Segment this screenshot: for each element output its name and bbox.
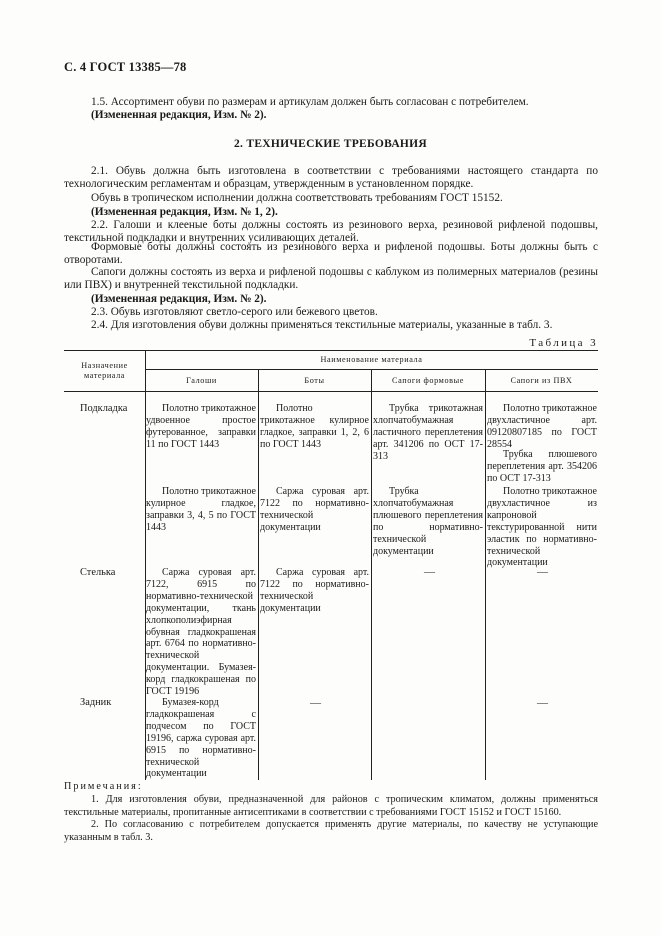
- cell-lining2-boty: Саржа суровая арт. 7122 по нормативно-технической документации: [260, 486, 369, 533]
- cell-heel-sapogi-pvh: —: [537, 697, 548, 709]
- clause-2-1: 2.1. Обувь должна быть изготовлена в соответствии с требованиями настоящего стандарта по технологическим регламентам и образцам, утвержденным в установленном порядке.: [64, 165, 598, 191]
- cell-insole-galoshi: Саржа суровая арт. 7122, 6915 по нормативно-технической документации, ткань хлопкополиэфирная обувная гладкокрашеная арт. 6764 по нормативно-технической документации. Бумазея-корд гладкокрашеная по ГОСТ 19196: [146, 567, 256, 698]
- cell-lining-boty: Полотно трикотажное кулирное гладкое, заправки 1, 2, 6 по ГОСТ 1443: [260, 403, 369, 450]
- header-boty: Боты: [304, 376, 325, 385]
- header-sapogi-pvh: Сапоги из ПВХ: [510, 376, 573, 385]
- clause-2-2: 2.2. Галоши и клееные боты должны состоять из резинового верха, резиновой рифленой подошвы, текстильной подкладки и внутренних усиливающих деталей.: [64, 219, 598, 245]
- cell-insole-boty: Саржа суровая арт. 7122 по нормативно-технической документации: [260, 567, 369, 614]
- header-purpose: Назначение материала: [81, 361, 128, 380]
- cell-heel-galoshi: Бумазея-корд гладкокрашеная с подчесом по ГОСТ 19196, саржа суровая арт. 6915 по нормативно-технической документации: [146, 697, 256, 780]
- row-label-zadnik: Задник: [80, 697, 112, 708]
- clause-1-5: 1.5. Ассортимент обуви по размерам и артикулам должен быть согласован с потребителем.: [91, 96, 529, 108]
- clause-2-2-change-note: (Измененная редакция, Изм. № 2).: [91, 293, 267, 305]
- cell-lining-galoshi: Полотно трикотажное удвоенное простое футерованное, заправки 11 по ГОСТ 1443: [146, 403, 256, 450]
- clause-1-5-change-note: (Измененная редакция, Изм. № 2).: [91, 109, 267, 121]
- clause-2-1-change-note: (Измененная редакция, Изм. № 1, 2).: [91, 206, 278, 218]
- row-label-podkladka: Подкладка: [80, 403, 128, 414]
- header-material-name: Наименование материала: [320, 355, 423, 364]
- clause-2-2-molded-boots: Формовые боты должны состоять из резинового верха и рифленой подошвы. Боты должны быть с отворотами.: [64, 241, 598, 267]
- clause-2-2-boots: Сапоги должны состоять из верха и рифленой подошвы с каблуком из полимерных материалов (резины или ПВХ) и внутренней текстильной подкладки.: [64, 266, 598, 292]
- cell-insole-sapogi-pvh: —: [537, 566, 548, 578]
- clause-2-3: 2.3. Обувь изготовляют светло-серого или бежевого цветов.: [91, 306, 378, 318]
- cell-lining2-sapogi-form: Трубка хлопчатобумажная плюшевого переплетения по нормативно-технической документации: [373, 486, 483, 557]
- cell-lining-sapogi-pvh-2: Трубка плюшевого переплетения арт. 354206 по ОСТ 17-313: [487, 449, 597, 484]
- table-caption: Таблица 3: [529, 337, 598, 349]
- cell-insole-sapogi-form: —: [424, 566, 435, 578]
- page-header: С. 4 ГОСТ 13385—78: [64, 60, 187, 74]
- note-1: 1. Для изготовления обуви, предназначенной для районов с тропическим климатом, должны применяться текстильные материалы, пропитанные антисептиками в соответствии с требованиями ГОСТ 15152 и ГОСТ 15160.: [64, 794, 598, 818]
- clause-2-4: 2.4. Для изготовления обуви должны применяться текстильные материалы, указанные в табл. 3.: [91, 319, 553, 331]
- cell-lining2-galoshi: Полотно трикотажное кулирное гладкое, заправки 3, 4, 5 по ГОСТ 1443: [146, 486, 256, 533]
- header-sapogi-formovye: Сапоги формовые: [392, 376, 464, 385]
- clause-2-1-tropical: Обувь в тропическом исполнении должна соответствовать требованиям ГОСТ 15152.: [91, 192, 503, 204]
- cell-lining-sapogi-form: Трубка трикотажная хлопчатобумажная ластичного переплетения арт. 341206 по ОСТ 17-313: [373, 403, 483, 462]
- cell-lining-sapogi-pvh: Полотно трикотажное двухластичное арт. 09120807185 по ГОСТ 28554: [487, 403, 597, 450]
- note-2: 2. По согласованию с потребителем допускается применять другие материалы, по качеству не уступающие указанным в табл. 3.: [64, 819, 598, 843]
- cell-lining2-sapogi-pvh: Полотно трикотажное двухластичное из капроновой текстурированной нити эластик по нормативно-технической документации: [487, 486, 597, 569]
- section-title: 2. ТЕХНИЧЕСКИЕ ТРЕБОВАНИЯ: [233, 138, 428, 150]
- row-label-stelka: Стелька: [80, 567, 116, 578]
- header-galoshi: Галоши: [186, 376, 217, 385]
- notes-title: Примечания:: [64, 781, 143, 792]
- cell-heel-boty: —: [310, 697, 321, 709]
